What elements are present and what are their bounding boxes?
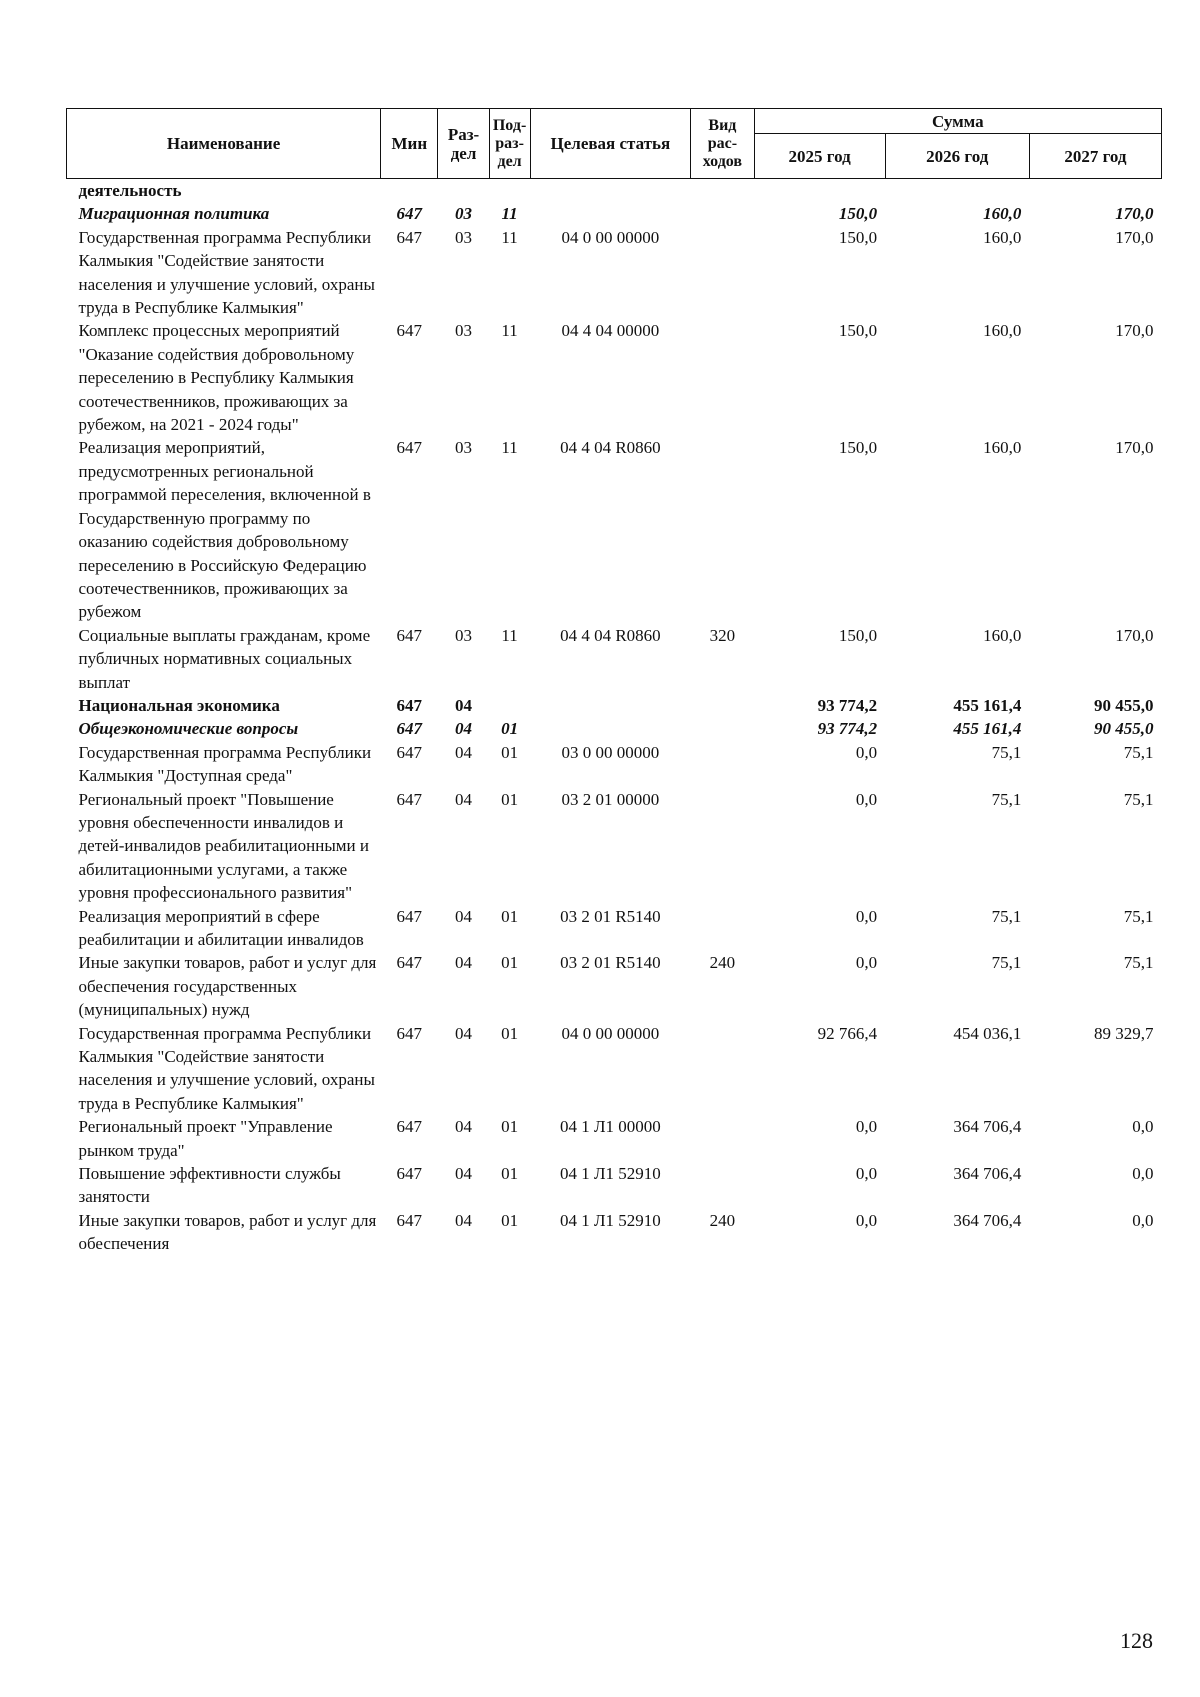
row-celevaya-statya: 04 1 Л1 52910 xyxy=(559,1164,661,1184)
table-row xyxy=(67,951,1162,1021)
row-min: 647 xyxy=(396,953,423,973)
row-sum-2027: 75,1 xyxy=(1123,742,1154,762)
row-min: 647 xyxy=(396,719,423,739)
table-row xyxy=(67,624,1162,694)
row-sum-2027: 0,0 xyxy=(1132,1164,1154,1184)
row-podrazdel: 11 xyxy=(501,438,518,458)
table-row xyxy=(67,741,1162,788)
row-razdel: 04 xyxy=(455,1210,473,1230)
row-vid-rashodov xyxy=(691,179,754,203)
row-razdel: 04 xyxy=(455,695,473,715)
header-vid: Вид рас-ходов xyxy=(691,109,754,179)
table-row xyxy=(67,1022,1162,1116)
row-sum-2025: 0,0 xyxy=(855,742,878,762)
row-podrazdel: 11 xyxy=(501,227,518,247)
row-razdel: 03 xyxy=(455,438,473,458)
row-sum-2026: 75,1 xyxy=(991,953,1022,973)
row-min: 647 xyxy=(396,1117,423,1137)
row-name: деятельность xyxy=(78,181,182,200)
row-podrazdel: 01 xyxy=(501,719,519,739)
row-sum-2026: 75,1 xyxy=(991,742,1022,762)
row-name: Социальные выплаты гражданам, кроме публичных нормативных социальных выплат xyxy=(78,625,371,692)
row-sum-2027: 0,0 xyxy=(1132,1210,1154,1230)
row-sum-2026: 160,0 xyxy=(983,625,1022,645)
row-vid-rashodov xyxy=(691,694,754,717)
row-min: 647 xyxy=(396,906,423,926)
row-celevaya-statya: 03 2 01 00000 xyxy=(561,789,660,809)
header-podrazdel: Под-раз-дел xyxy=(489,109,530,179)
row-sum-2027: 170,0 xyxy=(1115,321,1154,341)
row-name: Иные закупки товаров, работ и услуг для обеспечения xyxy=(78,1210,377,1254)
row-podrazdel: 01 xyxy=(501,906,519,926)
row-celevaya-statya: 04 1 Л1 00000 xyxy=(559,1117,661,1137)
row-razdel: 03 xyxy=(455,204,473,224)
row-razdel: 04 xyxy=(455,789,473,809)
row-min: 647 xyxy=(396,625,423,645)
row-celevaya-statya: 03 2 01 R5140 xyxy=(560,953,661,973)
row-sum-2025: 93 774,2 xyxy=(817,719,878,739)
row-min: 647 xyxy=(396,1210,423,1230)
row-sum-2027: 75,1 xyxy=(1123,953,1154,973)
row-razdel: 04 xyxy=(455,719,473,739)
row-min xyxy=(381,179,438,203)
row-min: 647 xyxy=(396,227,423,247)
row-sum-2026: 364 706,4 xyxy=(953,1164,1022,1184)
table-row xyxy=(67,226,1162,320)
row-celevaya-statya: 04 4 04 00000 xyxy=(561,321,660,341)
row-sum-2025: 0,0 xyxy=(855,953,878,973)
row-podrazdel: 11 xyxy=(501,321,518,341)
table-row xyxy=(67,436,1162,623)
row-sum-2026: 454 036,1 xyxy=(953,1023,1022,1043)
row-podrazdel: 01 xyxy=(501,1164,519,1184)
row-vid-rashodov: 240 xyxy=(709,953,736,973)
table-row xyxy=(67,1162,1162,1209)
row-vid-rashodov xyxy=(691,1162,754,1209)
row-podrazdel: 01 xyxy=(501,953,519,973)
row-sum-2026: 455 161,4 xyxy=(953,719,1022,739)
row-podrazdel: 11 xyxy=(501,204,518,224)
row-sum-2027: 170,0 xyxy=(1115,625,1154,645)
row-razdel: 04 xyxy=(455,742,473,762)
row-vid-rashodov xyxy=(691,436,754,623)
row-sum-2027: 170,0 xyxy=(1115,438,1154,458)
row-name: Реализация мероприятий, предусмотренных региональной программой переселения, включенной в Государственную программу по оказанию содействия добровольному переселению в Российскую Федерацию соотечественников, проживающих за рубежом xyxy=(78,438,371,622)
row-sum-2025: 0,0 xyxy=(855,1164,878,1184)
row-razdel: 04 xyxy=(455,953,473,973)
row-sum-2025: 0,0 xyxy=(855,906,878,926)
table-body xyxy=(67,179,1162,1256)
row-sum-2025: 93 774,2 xyxy=(817,695,878,715)
row-min: 647 xyxy=(396,695,423,715)
row-podrazdel: 01 xyxy=(501,742,519,762)
row-name: Общеэкономические вопросы xyxy=(78,719,299,739)
row-podrazdel xyxy=(489,179,530,203)
row-min: 647 xyxy=(396,1164,423,1184)
row-name: Реализация мероприятий в сфере реабилитации и абилитации инвалидов xyxy=(78,906,364,949)
table-header xyxy=(67,109,1162,179)
row-min: 647 xyxy=(396,204,423,224)
row-sum-2025: 92 766,4 xyxy=(817,1023,878,1043)
header-celevaya: Целевая статья xyxy=(530,109,691,179)
table-row xyxy=(67,788,1162,905)
row-vid-rashodov: 320 xyxy=(709,625,736,645)
header-summa: Сумма xyxy=(754,109,1161,134)
row-vid-rashodov xyxy=(691,226,754,320)
table-row xyxy=(67,1115,1162,1162)
row-min: 647 xyxy=(396,321,423,341)
table-row xyxy=(67,905,1162,952)
row-razdel: 03 xyxy=(455,227,473,247)
row-vid-rashodov xyxy=(691,905,754,952)
row-vid-rashodov xyxy=(691,717,754,740)
row-sum-2025: 150,0 xyxy=(838,227,878,247)
row-sum-2027: 89 329,7 xyxy=(1094,1023,1154,1043)
row-name: Комплекс процессных мероприятий "Оказание содействия добровольному переселению в Республику Калмыкия соотечественников, проживающих за рубежом, на 2021 - 2024 годы" xyxy=(78,321,355,435)
header-min: Мин xyxy=(381,109,438,179)
row-sum-2025: 150,0 xyxy=(838,625,878,645)
row-podrazdel: 01 xyxy=(501,789,519,809)
row-sum-2025: 150,0 xyxy=(838,438,878,458)
row-razdel: 03 xyxy=(455,625,473,645)
row-vid-rashodov xyxy=(691,788,754,905)
row-sum-2025: 0,0 xyxy=(855,789,878,809)
row-sum-2026: 364 706,4 xyxy=(953,1117,1022,1137)
row-vid-rashodov xyxy=(691,319,754,436)
row-sum-2026: 364 706,4 xyxy=(953,1210,1022,1230)
row-celevaya-statya: 03 0 00 00000 xyxy=(561,742,660,762)
row-vid-rashodov xyxy=(691,1022,754,1116)
row-min: 647 xyxy=(396,789,423,809)
table-row xyxy=(67,694,1162,717)
row-sum-2027 xyxy=(1029,179,1161,203)
header-year-2026: 2026 год xyxy=(885,134,1029,179)
row-sum-2026: 75,1 xyxy=(991,906,1022,926)
row-podrazdel: 01 xyxy=(501,1117,519,1137)
row-min: 647 xyxy=(396,1023,423,1043)
row-name: Государственная программа Республики Калмыкия "Содействие занятости населения и улучшение условий, охраны труда в Республике Калмыкия" xyxy=(78,227,375,318)
row-sum-2027: 170,0 xyxy=(1115,204,1154,224)
page-number: 128 xyxy=(1120,1628,1153,1653)
table-row xyxy=(67,179,1162,203)
row-celevaya-statya: 04 4 04 R0860 xyxy=(560,625,661,645)
table-row xyxy=(67,319,1162,436)
row-sum-2027: 90 455,0 xyxy=(1094,719,1154,739)
row-podrazdel: 01 xyxy=(501,1023,519,1043)
row-celevaya-statya: 04 0 00 00000 xyxy=(561,1023,660,1043)
row-sum-2027: 0,0 xyxy=(1132,1117,1154,1137)
row-vid-rashodov: 240 xyxy=(709,1210,736,1230)
row-sum-2025: 150,0 xyxy=(838,204,878,224)
row-razdel: 04 xyxy=(455,1023,473,1043)
row-celevaya-statya xyxy=(530,179,691,203)
row-razdel: 03 xyxy=(455,321,473,341)
row-razdel: 04 xyxy=(455,1164,473,1184)
header-name: Наименование xyxy=(67,109,381,179)
header-year-2027: 2027 год xyxy=(1029,134,1161,179)
row-vid-rashodov xyxy=(691,202,754,225)
budget-table xyxy=(66,108,1162,1256)
row-sum-2026: 75,1 xyxy=(991,789,1022,809)
row-sum-2025: 150,0 xyxy=(838,321,878,341)
row-razdel xyxy=(438,179,489,203)
row-celevaya-statya: 04 0 00 00000 xyxy=(561,227,660,247)
table-row xyxy=(67,202,1162,225)
row-name: Региональный проект "Управление рынком труда" xyxy=(78,1117,333,1160)
row-sum-2025: 0,0 xyxy=(855,1210,878,1230)
row-sum-2026: 455 161,4 xyxy=(953,695,1022,715)
row-podrazdel xyxy=(489,694,530,717)
row-celevaya-statya xyxy=(530,717,691,740)
row-name: Государственная программа Республики Калмыкия "Доступная среда" xyxy=(78,742,372,786)
row-celevaya-statya: 04 4 04 R0860 xyxy=(560,438,661,458)
row-sum-2025: 0,0 xyxy=(855,1117,878,1137)
row-vid-rashodov xyxy=(691,1115,754,1162)
row-name: Государственная программа Республики Калмыкия "Содействие занятости населения и улучшение условий, охраны труда в Республике Калмыкия" xyxy=(78,1023,375,1113)
row-sum-2027: 75,1 xyxy=(1123,789,1154,809)
row-min: 647 xyxy=(396,438,423,458)
header-year-2025: 2025 год xyxy=(754,134,885,179)
row-razdel: 04 xyxy=(455,906,473,926)
row-sum-2026 xyxy=(885,179,1029,203)
table-row xyxy=(67,717,1162,740)
row-sum-2027: 90 455,0 xyxy=(1094,695,1154,715)
row-sum-2027: 170,0 xyxy=(1115,227,1154,247)
row-name: Повышение эффективности службы занятости xyxy=(78,1164,341,1207)
row-name: Национальная экономика xyxy=(78,695,280,715)
table-row xyxy=(67,1209,1162,1256)
row-name: Региональный проект "Повышение уровня обеспеченности инвалидов и детей-инвалидов реабилитационными и абилитационными услугами, а также уровня профессионального развития" xyxy=(78,789,369,903)
row-sum-2026: 160,0 xyxy=(983,438,1022,458)
row-celevaya-statya xyxy=(530,694,691,717)
row-sum-2026: 160,0 xyxy=(983,204,1022,224)
row-sum-2026: 160,0 xyxy=(983,321,1022,341)
row-celevaya-statya: 03 2 01 R5140 xyxy=(560,906,661,926)
row-sum-2026: 160,0 xyxy=(983,227,1022,247)
row-podrazdel: 11 xyxy=(501,625,518,645)
header-razdel: Раз-дел xyxy=(438,109,489,179)
row-celevaya-statya xyxy=(530,202,691,225)
row-razdel: 04 xyxy=(455,1117,473,1137)
row-sum-2027: 75,1 xyxy=(1123,906,1154,926)
row-celevaya-statya: 04 1 Л1 52910 xyxy=(559,1210,661,1230)
row-sum-2025 xyxy=(754,179,885,203)
row-podrazdel: 01 xyxy=(501,1210,519,1230)
row-vid-rashodov xyxy=(691,741,754,788)
row-name: Иные закупки товаров, работ и услуг для обеспечения государственных (муниципальных) нужд xyxy=(78,953,377,1020)
row-min: 647 xyxy=(396,742,423,762)
row-name: Миграционная политика xyxy=(78,204,270,224)
